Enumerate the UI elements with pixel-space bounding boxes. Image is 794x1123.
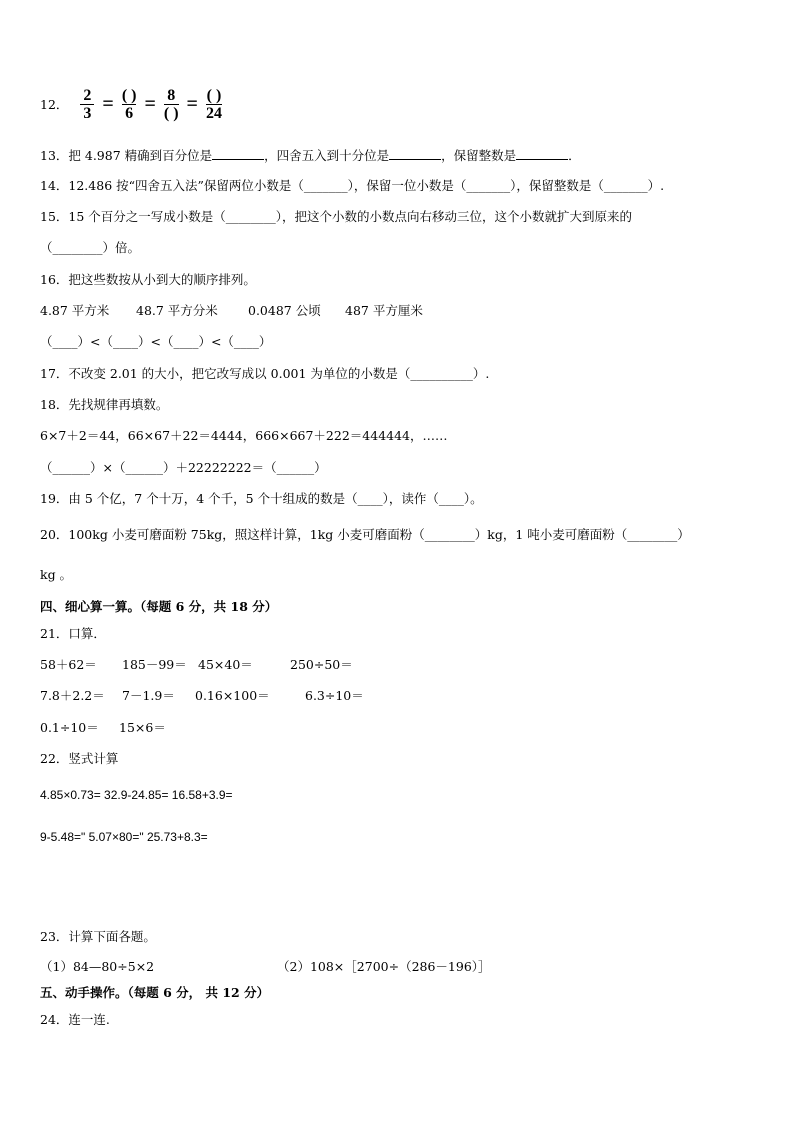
q16-item: 48.7 平方分米 (136, 303, 218, 318)
q16-item: 0.0487 公顷 (248, 303, 321, 318)
question-number: 12． (40, 97, 69, 112)
question-15-line2: （________）倍。 (40, 240, 141, 255)
numerator: 2 (83, 86, 92, 104)
q16-item: 487 平方厘米 (345, 303, 423, 318)
answer-blank[interactable] (389, 147, 441, 160)
denominator: 6 (125, 104, 134, 122)
numerator-blank[interactable]: ( ) (206, 86, 222, 104)
q22-line-1: 4.85×0.73= 32.9-24.85= 16.58+3.9= (40, 788, 233, 802)
oral-calc-item: 0.16×100＝ (195, 688, 270, 703)
fraction (164, 87, 179, 122)
question-15-line1: 15．15 个百分之一写成小数是（________），把这个小数的小数点向右移动三位，这个小数就扩大到原来的 (40, 209, 633, 224)
q13-text-c: ，保留整数是 (441, 148, 517, 163)
question-24: 24．连一连. (40, 1012, 110, 1027)
question-19: 19．由 5 个亿，7 个十万，4 个千，5 个十组成的数是（____），读作（____）。 (40, 491, 483, 506)
question-20-line1: 20．100kg 小麦可磨面粉 75kg，照这样计算，1kg 小麦可磨面粉（________）kg，1 吨小麦可磨面粉（________） (40, 527, 690, 542)
question-13 (40, 147, 581, 164)
oral-calc-item: 250÷50＝ (290, 657, 353, 672)
oral-calc-item: 58＋62＝ (40, 657, 97, 672)
numerator-blank[interactable]: ( ) (121, 86, 137, 104)
question-20-line2: kg 。 (40, 567, 73, 582)
q23-item-2: （2）108×［2700÷（286－196）］ (277, 959, 491, 974)
numerator: 8 (167, 86, 176, 104)
oral-calc-item: 15×6＝ (119, 720, 166, 735)
q16-order-blanks[interactable]: （____）<（____）<（____）<（____） (40, 334, 272, 349)
question-17: 17．不改变 2.01 的大小，把它改写成以 0.001 为单位的小数是（__________）. (40, 366, 490, 381)
oral-calc-item: 7.8＋2.2＝ (40, 688, 105, 703)
q23-item-1: （1）84—80÷5×2 (40, 959, 155, 974)
answer-blank[interactable] (516, 147, 568, 160)
fraction (122, 87, 137, 122)
q18-pattern: 6×7＋2＝44，66×67＋22＝4444，666×667＋222＝444444，…… (40, 428, 448, 443)
equals-sign: = (144, 92, 156, 115)
section-4-heading: 四、细心算一算。（每题 6 分，共 18 分） (40, 599, 278, 614)
oral-calc-item: 7－1.9＝ (122, 688, 175, 703)
equals-sign: = (186, 92, 198, 115)
fraction (206, 87, 222, 122)
q13-text-b: ，四舍五入到十分位是 (264, 148, 390, 163)
denominator: 24 (205, 104, 222, 122)
question-18: 18．先找规律再填数。 (40, 397, 169, 412)
oral-calc-item: 45×40＝ (198, 657, 253, 672)
oral-calc-item: 185－99＝ (122, 657, 187, 672)
q16-item: 4.87 平方米 (40, 303, 110, 318)
question-22: 22．竖式计算 (40, 751, 119, 766)
question-16: 16．把这些数按从小到大的顺序排列。 (40, 272, 256, 287)
oral-calc-item: 0.1÷10＝ (40, 720, 99, 735)
fraction (80, 87, 94, 122)
question-14: 14．12.486 按“四舍五入法”保留两位小数是（_______），保留一位小数是（_______），保留整数是（_______）. (40, 178, 665, 193)
q13-text-d: ． (568, 148, 581, 163)
section-5-heading: 五、动手操作。（每题 6 分， 共 12 分） (40, 985, 270, 1000)
question-12 (40, 84, 224, 124)
q13-text-a: 13．把 4.987 精确到百分位是 (40, 148, 213, 163)
q18-fill-blanks[interactable]: （______）×（______）＋22222222＝（______） (40, 460, 327, 475)
denominator-blank[interactable]: ( ) (163, 104, 179, 122)
oral-calc-item: 6.3÷10＝ (305, 688, 364, 703)
question-21: 21．口算． (40, 626, 106, 641)
q22-line-2: 9-5.48=" 5.07×80=" 25.73+8.3= (40, 830, 208, 844)
answer-blank[interactable] (212, 147, 264, 160)
equals-sign: = (102, 92, 114, 115)
denominator: 3 (83, 104, 92, 122)
question-23: 23．计算下面各题。 (40, 929, 156, 944)
